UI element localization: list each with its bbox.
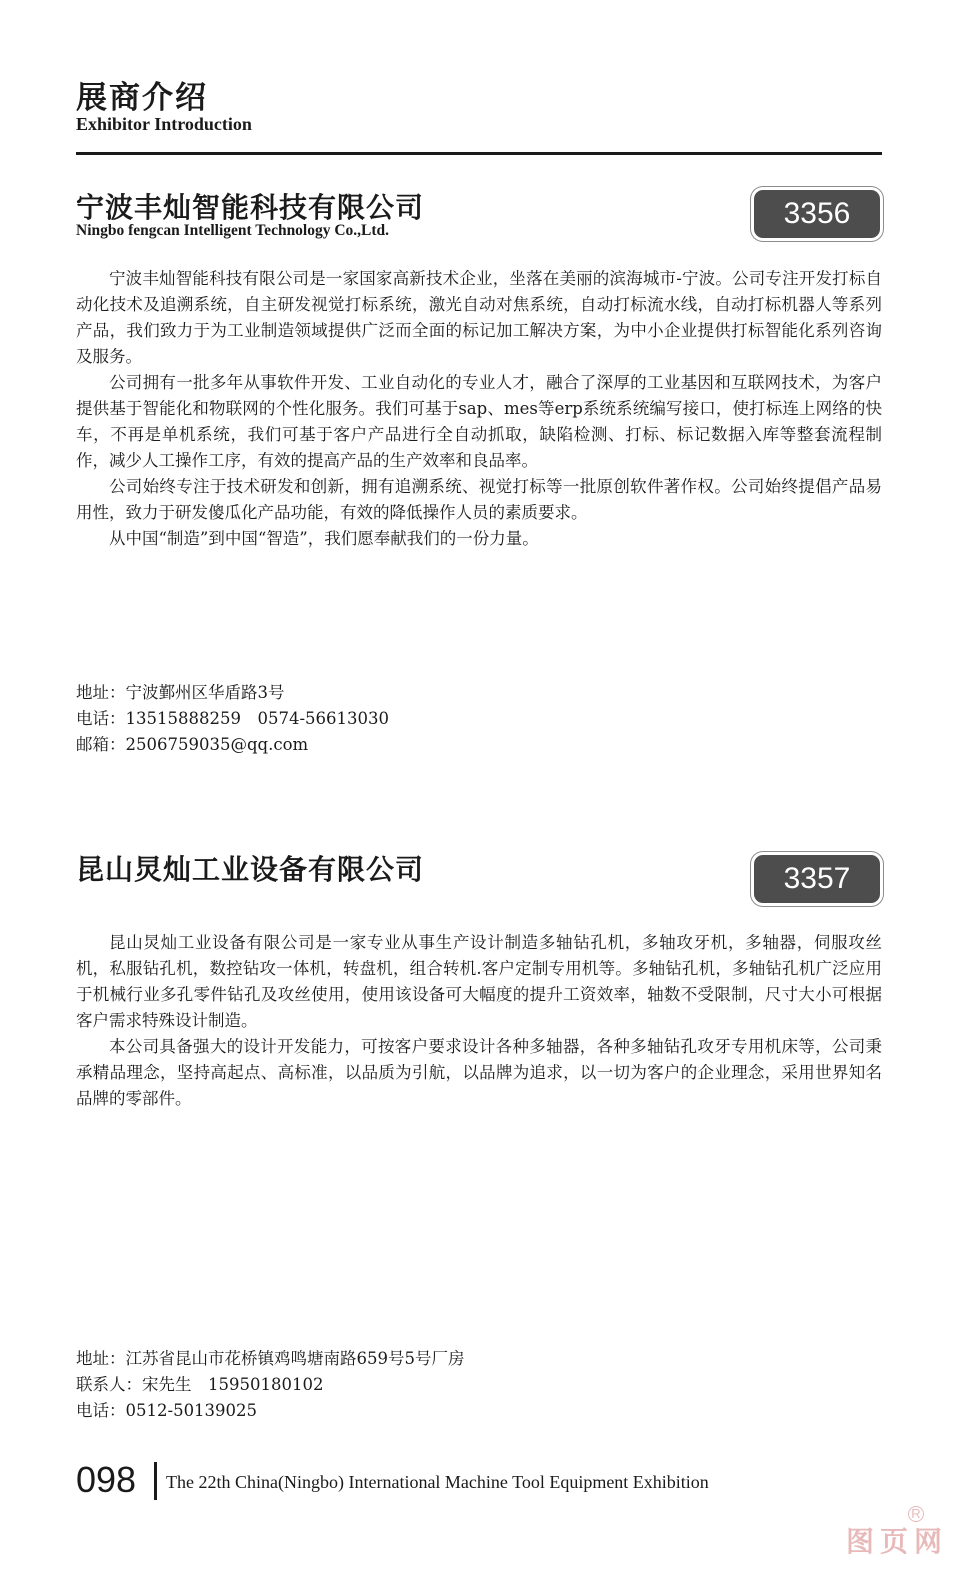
contact-info: [76, 680, 389, 758]
section-title: 展商介绍: [76, 80, 208, 116]
watermark-logo: 图页网: [846, 1525, 949, 1558]
description-paragraph: 本公司具备强大的设计开发能力，可按客户要求设计各种多轴器，各种多轴钻孔攻牙专用机床等，公司秉承精品理念，坚持高起点、高标准，以品质为引航，以品牌为追求，以一切为客户的企业理念，采用世界知名品牌的零部件。: [76, 1037, 882, 1108]
booth-number-badge: 3356: [754, 190, 880, 238]
description-paragraph: 宁波丰灿智能科技有限公司是一家国家高新技术企业，坐落在美丽的滨海城市-宁波。公司专注开发打标自动化技术及追溯系统，自主研发视觉打标系统，激光自动对焦系统，自动打标流水线，自动打标机器人等系列产品，我们致力于为工业制造领域提供广泛而全面的标记加工解决方案，为中小企业提供打标智能化系列咨询及服务。: [76, 269, 882, 366]
site-watermark: [846, 1506, 966, 1564]
address-line: 地址：江苏省昆山市花桥镇鸡鸣塘南路659号5号厂房: [76, 1349, 465, 1368]
footer-divider: [154, 1462, 157, 1500]
contact-info: [76, 1346, 465, 1424]
contact-person-line: 联系人：宋先生 15950180102: [76, 1375, 324, 1394]
company-name: 昆山炅灿工业设备有限公司: [76, 853, 425, 886]
company-name: 宁波丰灿智能科技有限公司: [76, 191, 425, 224]
company-description: [76, 266, 882, 552]
description-paragraph: 公司始终专注于技术研发和创新，拥有追溯系统、视觉打标等一批原创软件著作权。公司始终提倡产品易用性，致力于研发傻瓜化产品功能，有效的降低操作人员的素质要求。: [76, 477, 882, 522]
email-line: 邮箱：2506759035@qq.com: [76, 735, 309, 754]
company-description: [76, 930, 882, 1112]
phone-line: 电话：0512-50139025: [76, 1401, 258, 1420]
phone-line: 电话：13515888259 0574-56613030: [76, 709, 390, 728]
exhibition-name: The 22th China(Ningbo) International Machine Tool Equipment Exhibition: [166, 1472, 709, 1492]
booth-number-badge: 3357: [754, 855, 880, 903]
header-divider: [76, 152, 882, 155]
company-name-english: Ningbo fengcan Intelligent Technology Co.,Ltd.: [76, 222, 390, 239]
description-paragraph: 昆山炅灿工业设备有限公司是一家专业从事生产设计制造多轴钻孔机，多轴攻牙机，多轴器，伺服攻丝机，私服钻孔机，数控钻攻一体机，转盘机，组合转机.客户定制专用机等。多轴钻孔机，多轴钻孔机广泛应用于机械行业多孔零件钻孔及攻丝使用，使用该设备可大幅度的提升工资效率，轴数不受限制，尺寸大小可根据客户需求特殊设计制造。: [76, 933, 882, 1030]
description-paragraph: 公司拥有一批多年从事软件开发、工业自动化的专业人才，融合了深厚的工业基因和互联网技术，为客户提供基于智能化和物联网的个性化服务。我们可基于sap、mes等erp系统系统编写接口，使打标连上网络的快车，不再是单机系统，我们可基于客户产品进行全自动抓取，缺陷检测、打标、标记数据入库等整套流程制作，减少人工操作工序，有效的提高产品的生产效率和良品率。: [76, 373, 882, 470]
description-paragraph: 从中国“制造”到中国“智造”，我们愿奉献我们的一份力量。: [109, 529, 539, 548]
address-line: 地址：宁波鄞州区华盾路3号: [76, 683, 285, 702]
section-subtitle: Exhibitor Introduction: [76, 114, 252, 134]
page-number: 098: [76, 1459, 137, 1500]
registered-mark-icon: R: [908, 1506, 924, 1522]
